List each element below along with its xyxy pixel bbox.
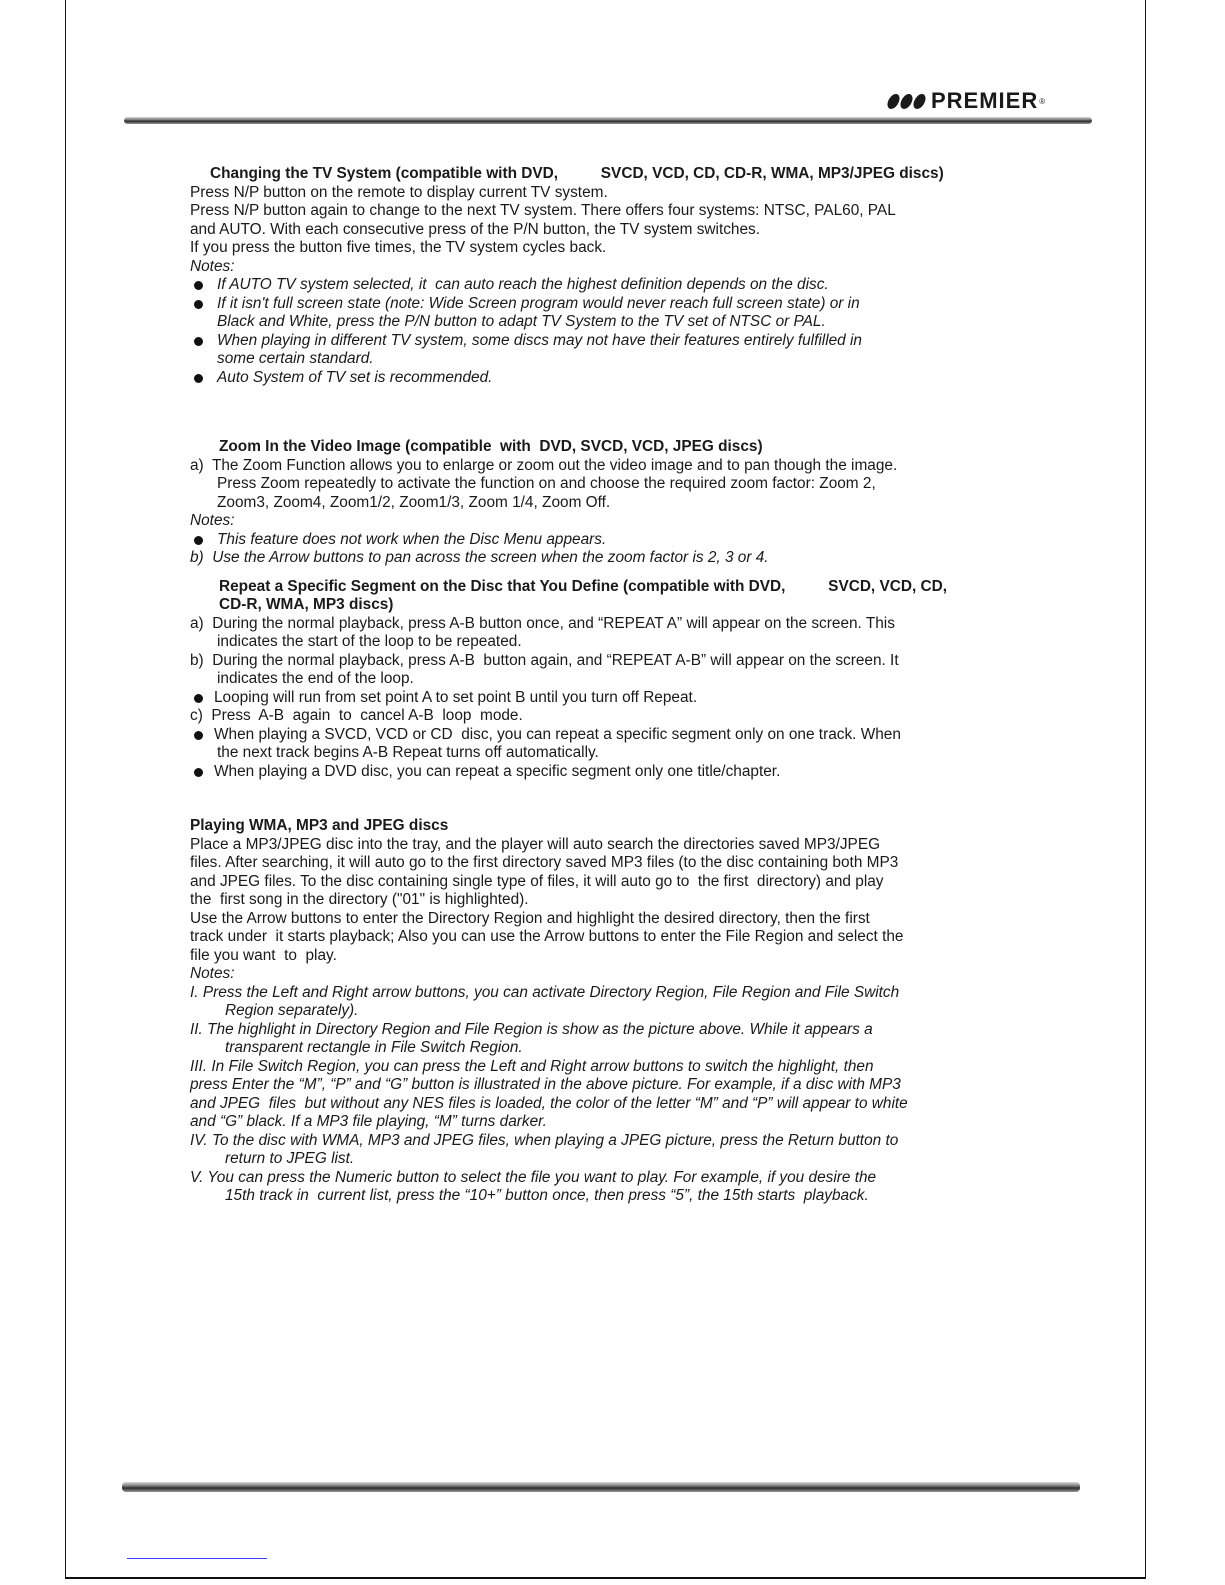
list-item-a: a) During the normal playback, press A-B button once, and “REPEAT A” will appear on the screen. This <box>190 614 895 632</box>
list-item-continuation: Zoom3, Zoom4, Zoom1/2, Zoom1/3, Zoom 1/4, Zoom Off. <box>217 493 611 511</box>
note-item: V. You can press the Numeric button to select the file you want to play. For example, if you desire the <box>190 1168 877 1186</box>
manual-content <box>190 165 1070 1206</box>
note-continuation: return to JPEG list. <box>225 1150 355 1167</box>
note-continuation: 15th track in current list, press the “10+” button once, then press “5”, the 15th starts playback. <box>225 1187 869 1204</box>
note-continuation: press Enter the “M”, “P” and “G” button is illustrated in the above picture. For example, if a disc with MP3 <box>190 1076 901 1093</box>
notes-label: Notes: <box>190 512 235 529</box>
paragraph-line: If you press the button five times, the TV system cycles back. <box>190 239 607 256</box>
paragraph-line: the first song in the directory ("01" is highlighted). <box>190 891 529 908</box>
footer-divider <box>122 1482 1080 1492</box>
paragraph-line: file you want to play. <box>190 946 337 964</box>
note-continuation: transparent rectangle in File Switch Region. <box>225 1039 523 1056</box>
note-bullet: When playing in different TV system, some discs may not have their features entirely fulfilled in <box>190 332 1070 351</box>
registered-mark: ® <box>1039 96 1046 106</box>
note-continuation: some certain standard. <box>217 350 374 367</box>
paragraph-line: Press N/P button again to change to the next TV system. There offers four systems: NTSC, PAL60, PAL <box>190 202 896 219</box>
section-heading-zoom: Zoom In the Video Image (compatible with DVD, SVCD, VCD, JPEG discs) <box>219 438 763 455</box>
note-item: I. Press the Left and Right arrow buttons, you can activate Directory Region, File Region and File Switch <box>190 983 900 1001</box>
logo-dots-icon <box>888 94 927 109</box>
note-bullet: If AUTO TV system selected, it can auto reach the highest definition depends on the disc. <box>190 276 1070 295</box>
brand-logo <box>888 86 1045 116</box>
paragraph-line: files. After searching, it will auto go to the first directory saved MP3 files (to the disc containing both MP3 <box>190 854 899 871</box>
list-item-continuation: indicates the start of the loop to be repeated. <box>217 633 522 650</box>
list-item-continuation: indicates the end of the loop. <box>217 670 414 687</box>
note-item: III. In File Switch Region, you can press the Left and Right arrow buttons to switch the highlight, then <box>190 1057 874 1075</box>
paragraph-line: and AUTO. With each consecutive press of the P/N button, the TV system switches. <box>190 220 761 238</box>
paragraph-line: Press N/P button on the remote to display current TV system. <box>190 183 608 201</box>
bullet-item: When playing a SVCD, VCD or CD disc, you can repeat a specific segment only on one track. When <box>190 726 1070 745</box>
list-item-a: a) The Zoom Function allows you to enlarge or zoom out the video image and to pan though the image. <box>190 456 898 474</box>
header-divider <box>124 117 1092 124</box>
section-heading-tv-system: Changing the TV System (compatible with DVD, SVCD, VCD, CD, CD-R, WMA, MP3/JPEG discs) <box>210 165 944 182</box>
note-continuation: and “G” black. If a MP3 file playing, “M” turns darker. <box>190 1113 547 1130</box>
footer-link-underline <box>127 1558 267 1559</box>
bullet-continuation: the next track begins A-B Repeat turns off automatically. <box>217 744 599 761</box>
note-bullet: This feature does not work when the Disc Menu appears. <box>190 531 1070 550</box>
notes-label: Notes: <box>190 965 235 982</box>
notes-label: Notes: <box>190 257 235 275</box>
section-heading-repeat-cont: CD-R, WMA, MP3 discs) <box>219 596 394 613</box>
note-bullet: If it isn't full screen state (note: Wide Screen program would never reach full screen state) or in <box>190 295 1070 314</box>
list-item-continuation: Press Zoom repeatedly to activate the function on and choose the required zoom factor: Zoom 2, <box>217 475 876 492</box>
list-item-c: c) Press A-B again to cancel A-B loop mode. <box>190 707 523 724</box>
paragraph-line: Place a MP3/JPEG disc into the tray, and the player will auto search the directories saved MP3/JPEG <box>190 835 881 853</box>
note-continuation: Region separately). <box>225 1002 359 1019</box>
paragraph-line: Use the Arrow buttons to enter the Directory Region and highlight the desired directory, then the first <box>190 909 870 927</box>
bullet-item: Looping will run from set point A to set point B until you turn off Repeat. <box>190 689 1070 708</box>
list-item-b: b) During the normal playback, press A-B button again, and “REPEAT A-B” will appear on the screen. It <box>190 651 899 669</box>
note-item: II. The highlight in Directory Region and File Region is show as the picture above. While it appears a <box>190 1020 873 1038</box>
paragraph-line: track under it starts playback; Also you can use the Arrow buttons to enter the File Region and select the <box>190 928 904 945</box>
bullet-item: When playing a DVD disc, you can repeat a specific segment only one title/chapter. <box>190 763 1070 782</box>
brand-name: PREMIER <box>931 88 1039 113</box>
note-continuation: Black and White, press the P/N button to adapt TV System to the TV set of NTSC or PAL. <box>217 313 826 330</box>
paragraph-line: and JPEG files. To the disc containing single type of files, it will auto go to the first directory) and play <box>190 872 884 890</box>
note-item: IV. To the disc with WMA, MP3 and JPEG files, when playing a JPEG picture, press the Return button to <box>190 1131 899 1149</box>
section-heading-repeat: Repeat a Specific Segment on the Disc that You Define (compatible with DVD, SVCD, VCD, CD, <box>219 577 948 595</box>
note-continuation: and JPEG files but without any NES files is loaded, the color of the letter “M” and “P” will appear to white <box>190 1094 908 1112</box>
note-item-b: b) Use the Arrow buttons to pan across the screen when the zoom factor is 2, 3 or 4. <box>190 549 769 566</box>
section-heading-mp3: Playing WMA, MP3 and JPEG discs <box>190 817 449 834</box>
note-bullet: Auto System of TV set is recommended. <box>190 369 1070 388</box>
